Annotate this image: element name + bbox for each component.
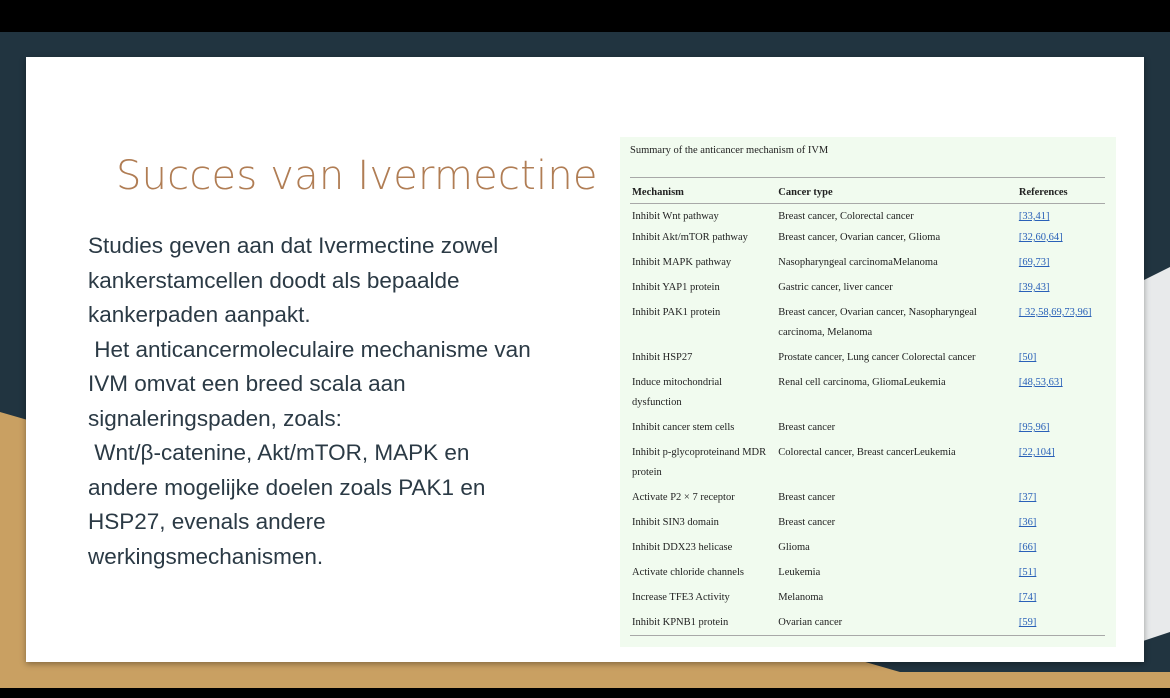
- body-line: HSP27, evenals andere: [88, 509, 326, 534]
- mechanism-cell: Inhibit YAP1 protein: [632, 282, 720, 293]
- table-row: [630, 203, 1105, 228]
- reference-link[interactable]: [39,43]: [1018, 282, 1050, 293]
- mechanism-table: [630, 181, 1105, 638]
- body-line: kankerstamcellen doodt als bepaalde: [88, 267, 460, 293]
- reference-link[interactable]: [33,41]: [1018, 211, 1050, 222]
- reference-link[interactable]: [51]: [1018, 567, 1037, 578]
- slide-body: [88, 229, 608, 574]
- table-row: [630, 418, 1105, 443]
- body-line: andere mogelijke doelen zoals PAK1 en: [88, 474, 486, 500]
- cancer-type-cell: Breast cancer: [778, 517, 836, 528]
- body-line: kankerpaden aanpakt.: [88, 302, 311, 327]
- slide: [26, 57, 1144, 662]
- table-row: [630, 253, 1105, 278]
- mechanism-cell: Inhibit p-glycoproteinand MDR protein: [632, 447, 767, 478]
- references-cell: [1017, 373, 1105, 418]
- mechanism-cell: Inhibit DDX23 helicase: [632, 542, 733, 553]
- cancer-type-cell: Ovarian cancer: [778, 617, 843, 628]
- references-cell: [1017, 253, 1105, 278]
- cancer-type-cell: Renal cell carcinoma, GliomaLeukemia: [778, 377, 946, 388]
- reference-link[interactable]: [48,53,63]: [1018, 377, 1063, 388]
- cancer-type-cell: Breast cancer, Ovarian cancer, Nasopharyngeal carcinoma, Melanoma: [778, 307, 977, 338]
- references-cell: [1017, 228, 1105, 253]
- reference-link[interactable]: [36]: [1018, 517, 1037, 528]
- table-row: [630, 228, 1105, 253]
- reference-link[interactable]: [ 32,58,69,73,96]: [1018, 307, 1092, 318]
- body-line: signaleringspaden, zoals:: [88, 405, 342, 431]
- mechanism-cell: Activate P2 × 7 receptor: [632, 492, 735, 503]
- cancer-type-cell: Colorectal cancer, Breast cancerLeukemia: [778, 447, 956, 458]
- cancer-type-cell: Breast cancer: [778, 492, 836, 503]
- references-cell: [1017, 348, 1105, 373]
- references-cell: [1017, 443, 1105, 488]
- body-line: Studies geven aan dat Ivermectine zowel: [88, 233, 499, 258]
- mechanism-cell: Inhibit MAPK pathway: [632, 257, 732, 268]
- table-row: [630, 563, 1105, 588]
- references-cell: [1017, 303, 1105, 348]
- reference-link[interactable]: [74]: [1018, 592, 1037, 603]
- table-row: [630, 303, 1105, 348]
- cancer-type-cell: Breast cancer: [778, 422, 836, 433]
- table-row: [630, 588, 1105, 613]
- mechanism-cell: Induce mitochondrial dysfunction: [632, 377, 723, 408]
- cancer-type-cell: Prostate cancer, Lung cancer Colorectal cancer: [778, 352, 976, 363]
- table-row: [630, 348, 1105, 373]
- body-line: IVM omvat een breed scala aan: [88, 371, 406, 396]
- mechanism-cell: Inhibit KPNB1 protein: [632, 617, 729, 628]
- reference-link[interactable]: [59]: [1018, 617, 1037, 628]
- reference-link[interactable]: [95,96]: [1018, 422, 1050, 433]
- cancer-type-cell: Melanoma: [778, 592, 824, 603]
- cancer-type-cell: Breast cancer, Colorectal cancer: [778, 211, 914, 222]
- cancer-type-cell: Leukemia: [778, 567, 821, 578]
- references-cell: [1017, 513, 1105, 538]
- table-row: [630, 488, 1105, 513]
- mechanism-cell: Inhibit Akt/mTOR pathway: [632, 232, 748, 243]
- table-body: [630, 203, 1105, 638]
- mechanism-table-image: [620, 137, 1116, 647]
- bottom-black-bar: [0, 688, 1170, 698]
- table-row: [630, 538, 1105, 563]
- references-cell: [1017, 488, 1105, 513]
- table-rule: [630, 635, 1105, 636]
- column-header-cancer-type: Cancer type: [778, 186, 833, 198]
- table-header-row: [630, 181, 1105, 203]
- reference-link[interactable]: [32,60,64]: [1018, 232, 1063, 243]
- cancer-type-cell: Nasopharyngeal carcinomaMelanoma: [778, 257, 938, 268]
- reference-link[interactable]: [37]: [1018, 492, 1037, 503]
- table-row: [630, 373, 1105, 418]
- references-cell: [1017, 538, 1105, 563]
- column-header-mechanism: Mechanism: [632, 186, 684, 198]
- table-row: [630, 443, 1105, 488]
- mechanism-cell: Inhibit cancer stem cells: [632, 422, 735, 433]
- mechanism-cell: Inhibit HSP27: [632, 352, 693, 363]
- table-rule: [630, 177, 1105, 178]
- reference-link[interactable]: [66]: [1018, 542, 1037, 553]
- table-row: [630, 513, 1105, 538]
- mechanism-cell: Activate chloride channels: [632, 567, 744, 578]
- cancer-type-cell: Breast cancer, Ovarian cancer, Glioma: [778, 232, 941, 243]
- cancer-type-cell: Gastric cancer, liver cancer: [778, 282, 893, 293]
- table-row: [630, 278, 1105, 303]
- table-caption: Summary of the anticancer mechanism of IVM: [630, 145, 829, 156]
- cancer-type-cell: Glioma: [778, 542, 810, 553]
- reference-link[interactable]: [69,73]: [1018, 257, 1050, 268]
- body-line: Wnt/β-catenine, Akt/mTOR, MAPK en: [88, 440, 470, 465]
- mechanism-cell: Increase TFE3 Activity: [632, 592, 730, 603]
- references-cell: [1017, 278, 1105, 303]
- body-line: werkingsmechanismen.: [88, 543, 324, 569]
- mechanism-cell: Inhibit PAK1 protein: [632, 307, 721, 318]
- mechanism-cell: Inhibit SIN3 domain: [632, 517, 719, 528]
- references-cell: [1017, 588, 1105, 613]
- references-cell: [1017, 203, 1105, 228]
- references-cell: [1017, 563, 1105, 588]
- references-cell: [1017, 418, 1105, 443]
- mechanism-cell: Inhibit Wnt pathway: [632, 211, 719, 222]
- top-black-bar: [0, 0, 1170, 32]
- slide-title: Succes van Ivermectine: [116, 153, 598, 199]
- reference-link[interactable]: [50]: [1018, 352, 1037, 363]
- body-line: Het anticancermoleculaire mechanisme van: [88, 336, 531, 362]
- column-header-references: References: [1018, 186, 1068, 198]
- reference-link[interactable]: [22,104]: [1018, 447, 1055, 458]
